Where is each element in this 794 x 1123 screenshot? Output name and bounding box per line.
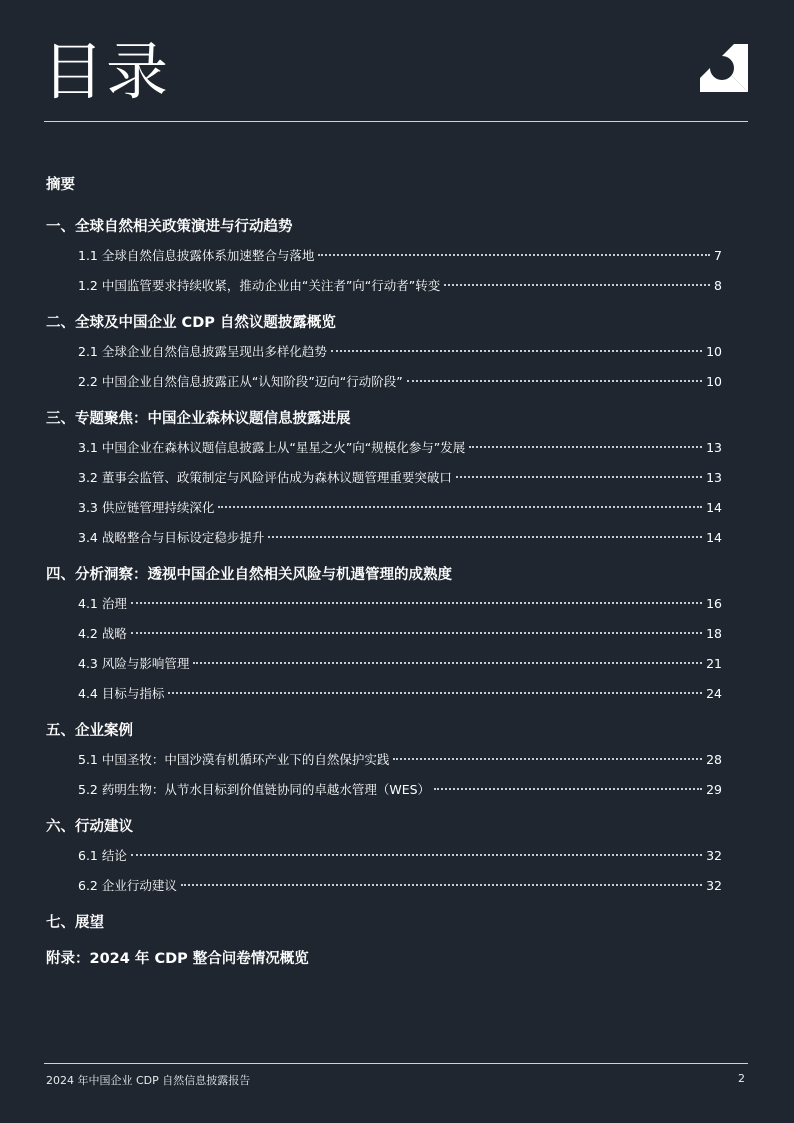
toc-entry-label: 4.1 治理 xyxy=(78,596,127,611)
toc-entry-5-1[interactable] xyxy=(78,745,722,775)
toc-entry-6-2[interactable] xyxy=(78,871,722,901)
toc-entry-6-1[interactable] xyxy=(78,841,722,871)
toc-entry-page: 7 xyxy=(714,248,722,263)
report-logo-icon xyxy=(700,44,748,92)
toc-entry-4-4[interactable] xyxy=(78,679,722,709)
toc-entry-1-2[interactable] xyxy=(78,271,722,301)
toc-entry-label: 3.4 战略整合与目标设定稳步提升 xyxy=(78,530,265,545)
dot-leader xyxy=(181,884,702,886)
toc-entry-3-4[interactable] xyxy=(78,523,722,553)
toc-entry-4-3[interactable] xyxy=(78,649,722,679)
toc-entry-label: 3.3 供应链管理持续深化 xyxy=(78,500,215,515)
toc-entry-page: 13 xyxy=(706,440,722,455)
page-title: 目录 xyxy=(42,35,171,108)
toc-entry-page: 10 xyxy=(706,374,722,389)
dot-leader xyxy=(434,788,702,790)
footer-divider xyxy=(44,1063,748,1064)
toc-section-4[interactable]: 四、分析洞察：透视中国企业自然相关风险与机遇管理的成熟度 xyxy=(46,567,452,583)
toc-entry-page: 32 xyxy=(706,848,722,863)
toc-entry-3-2[interactable] xyxy=(78,463,722,493)
footer-page-number: 2 xyxy=(738,1072,745,1085)
toc-section-5[interactable]: 五、企业案例 xyxy=(46,723,133,739)
toc-entry-label: 6.1 结论 xyxy=(78,848,127,863)
toc-entry-2-2[interactable] xyxy=(78,367,722,397)
toc-entry-page: 13 xyxy=(706,470,722,485)
toc-entry-page: 8 xyxy=(714,278,722,293)
toc-entry-page: 24 xyxy=(706,686,722,701)
toc-entry-page: 29 xyxy=(706,782,722,797)
dot-leader xyxy=(218,506,702,508)
header-divider xyxy=(44,121,748,122)
dot-leader xyxy=(268,536,702,538)
toc-entry-page: 14 xyxy=(706,500,722,515)
toc-entry-4-1[interactable] xyxy=(78,589,722,619)
toc-entry-page: 16 xyxy=(706,596,722,611)
dot-leader xyxy=(131,854,702,856)
dot-leader xyxy=(168,692,702,694)
table-of-contents xyxy=(46,171,722,973)
dot-leader xyxy=(456,476,702,478)
dot-leader xyxy=(131,602,702,604)
toc-section-7[interactable]: 七、展望 xyxy=(46,915,104,931)
toc-entry-label: 4.3 风险与影响管理 xyxy=(78,656,190,671)
toc-section-3[interactable]: 三、专题聚焦：中国企业森林议题信息披露进展 xyxy=(46,411,351,427)
toc-appendix[interactable]: 附录：2024 年 CDP 整合问卷情况概览 xyxy=(46,951,309,967)
toc-entry-3-3[interactable] xyxy=(78,493,722,523)
toc-entry-label: 5.1 中国圣牧：中国沙漠有机循环产业下的自然保护实践 xyxy=(78,752,390,767)
toc-entry-5-2[interactable] xyxy=(78,775,722,805)
toc-entry-label: 2.2 中国企业自然信息披露正从“认知阶段”迈向“行动阶段” xyxy=(78,374,403,389)
toc-entry-page: 28 xyxy=(706,752,722,767)
dot-leader xyxy=(331,350,702,352)
dot-leader xyxy=(469,446,702,448)
toc-entry-page: 10 xyxy=(706,344,722,359)
dot-leader xyxy=(407,380,702,382)
toc-entry-label: 3.1 中国企业在森林议题信息披露上从“星星之火”向“规模化参与”发展 xyxy=(78,440,466,455)
toc-entry-label: 4.2 战略 xyxy=(78,626,127,641)
dot-leader xyxy=(131,632,702,634)
toc-entry-1-1[interactable] xyxy=(78,241,722,271)
toc-entry-label: 4.4 目标与指标 xyxy=(78,686,165,701)
dot-leader xyxy=(444,284,710,286)
toc-entry-page: 18 xyxy=(706,626,722,641)
toc-section-6[interactable]: 六、行动建议 xyxy=(46,819,133,835)
toc-entry-label: 2.1 全球企业自然信息披露呈现出多样化趋势 xyxy=(78,344,327,359)
dot-leader xyxy=(318,254,710,256)
footer-report-title: 2024 年中国企业 CDP 自然信息披露报告 xyxy=(46,1074,251,1087)
toc-entry-label: 1.2 中国监管要求持续收紧，推动企业由“关注者”向“行动者”转变 xyxy=(78,278,441,293)
toc-entry-2-1[interactable] xyxy=(78,337,722,367)
toc-entry-page: 14 xyxy=(706,530,722,545)
toc-entry-page: 32 xyxy=(706,878,722,893)
toc-entry-label: 5.2 药明生物：从节水目标到价值链协同的卓越水管理（WES） xyxy=(78,782,431,797)
toc-entry-label: 1.1 全球自然信息披露体系加速整合与落地 xyxy=(78,248,315,263)
dot-leader xyxy=(393,758,702,760)
toc-entry-page: 21 xyxy=(706,656,722,671)
dot-leader xyxy=(193,662,702,664)
toc-section-2[interactable]: 二、全球及中国企业 CDP 自然议题披露概览 xyxy=(46,315,336,331)
toc-entry-3-1[interactable] xyxy=(78,433,722,463)
toc-abstract[interactable]: 摘要 xyxy=(46,177,75,193)
toc-entry-4-2[interactable] xyxy=(78,619,722,649)
toc-section-1[interactable]: 一、全球自然相关政策演进与行动趋势 xyxy=(46,219,293,235)
toc-entry-label: 3.2 董事会监管、政策制定与风险评估成为森林议题管理重要突破口 xyxy=(78,470,452,485)
toc-entry-label: 6.2 企业行动建议 xyxy=(78,878,177,893)
